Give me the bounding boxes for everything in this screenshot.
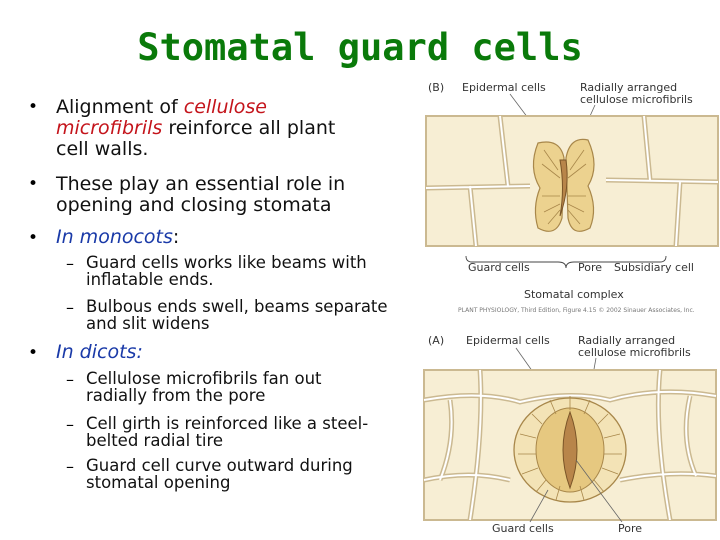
dicot-point-2 <box>86 415 416 449</box>
text: These play an essential role in <box>56 173 346 195</box>
panel-label: (B) <box>428 81 445 94</box>
page-title: Stomatal guard cells <box>137 26 583 69</box>
label-subsidiary-cell: Subsidiary cell <box>614 261 694 274</box>
text: inflatable ends. <box>86 270 214 289</box>
dash: – <box>66 370 74 389</box>
figure-a-dicot-stoma <box>410 330 720 540</box>
label-radial-microfibrils: cellulose microfibrils <box>580 93 693 106</box>
text: opening and closing stomata <box>56 194 332 216</box>
label-pore: Pore <box>618 522 643 535</box>
text: and slit widens <box>86 314 210 333</box>
figure-credit: PLANT PHYSIOLOGY, Third Edition, Figure 4.15 © 2002 Sinauer Associates, Inc. <box>458 307 695 314</box>
bullet-dot: • <box>28 174 39 194</box>
bullet-3 <box>56 226 179 248</box>
label-radial-microfibrils: Radially arranged <box>578 334 676 347</box>
label-guard-cells: Guard cells <box>492 522 554 535</box>
label-radial-microfibrils: Radially arranged <box>580 81 678 94</box>
dash: – <box>66 457 74 476</box>
bullet-dot: • <box>28 228 39 248</box>
text: Cell girth is reinforced like a steel- <box>86 414 369 433</box>
monocot-point-2 <box>86 298 421 332</box>
text: cell walls. <box>56 138 149 160</box>
dicot-point-1 <box>86 370 406 404</box>
bullet-dot: • <box>28 343 39 363</box>
highlight-term: microfibrils <box>56 117 163 139</box>
label-epidermal-cells: Epidermal cells <box>462 81 546 94</box>
label-radial-microfibrils: cellulose microfibrils <box>578 346 691 359</box>
text: radially from the pore <box>86 386 266 405</box>
text: stomatal opening <box>86 473 231 492</box>
dicot-point-3 <box>86 457 406 491</box>
text: Guard cell curve outward during <box>86 456 353 475</box>
label-guard-cells: Guard cells <box>468 261 530 274</box>
bullet-1 <box>56 97 416 160</box>
bullet-dot: • <box>28 97 39 117</box>
label-stomatal-complex: Stomatal complex <box>524 288 624 301</box>
text: Alignment of <box>56 96 184 118</box>
figure-b-monocot-stoma <box>410 78 720 318</box>
dash: – <box>66 254 74 273</box>
text: belted radial tire <box>86 431 224 450</box>
text: reinforce all plant <box>162 117 336 139</box>
label-pore: Pore <box>578 261 603 274</box>
highlight-term: In monocots <box>56 226 173 248</box>
text: Guard cells works like beams with <box>86 253 367 272</box>
highlight-term: cellulose <box>183 96 267 118</box>
monocot-point-1 <box>86 254 416 288</box>
text: : <box>172 226 180 248</box>
bullet-4 <box>56 341 143 363</box>
dash: – <box>66 298 74 317</box>
bullet-2 <box>56 174 416 216</box>
text: Cellulose microfibrils fan out <box>86 369 322 388</box>
highlight-term: In dicots: <box>56 341 143 363</box>
panel-label: (A) <box>428 334 445 347</box>
label-epidermal-cells: Epidermal cells <box>466 334 550 347</box>
text: Bulbous ends swell, beams separate <box>86 297 388 316</box>
dash: – <box>66 415 74 434</box>
